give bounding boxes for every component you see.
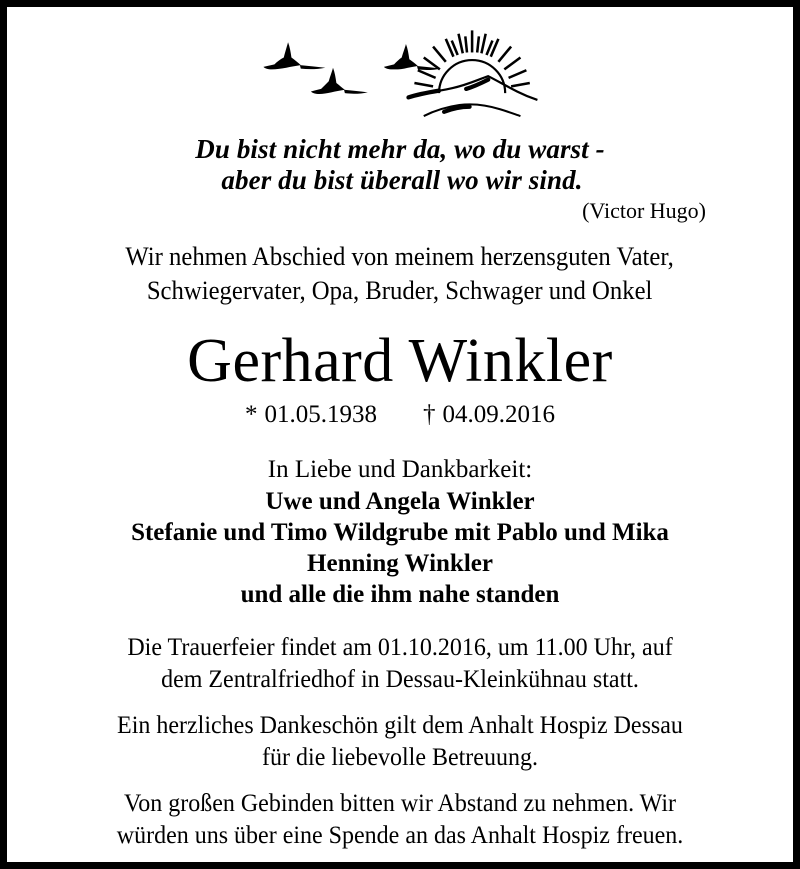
donation-paragraph — [50, 788, 751, 852]
tribute-block — [131, 454, 669, 610]
deceased-name: Gerhard Winkler — [187, 327, 613, 395]
thanks-paragraph — [50, 710, 751, 774]
deceased-dates — [245, 400, 555, 430]
intro-line-1: Wir nehmen Abschied von meinem herzensguten Vater, — [125, 242, 675, 271]
quote-line-1: Du bist nicht mehr da, wo du warst - — [195, 134, 605, 164]
death-date-group — [423, 401, 555, 428]
closing-block — [35, 632, 765, 852]
birds-group — [263, 42, 440, 94]
quote-block — [90, 134, 710, 224]
birth-date: 01.05.1938 — [264, 401, 377, 428]
death-symbol: † — [423, 401, 436, 428]
sun-group — [407, 30, 538, 116]
flying-birds-and-rising-sun-icon — [230, 27, 570, 122]
notice-content — [7, 7, 793, 862]
quote-attribution: (Victor Hugo) — [582, 198, 706, 223]
donation-line-1: Von großen Gebinden bitten wir Abstand zu nehmen. Wir — [123, 790, 677, 817]
thanks-line-2: für die liebevolle Betreuung. — [262, 744, 538, 771]
tribute-lead: In Liebe und Dankbarkeit: — [267, 456, 533, 483]
funeral-line-2: dem Zentralfriedhof in Dessau-Kleinkühnau statt. — [161, 666, 639, 693]
birth-date-group — [245, 401, 377, 428]
family-line: Stefanie und Timo Wildgrube mit Pablo und Mika — [131, 519, 669, 546]
family-line: Uwe und Angela Winkler — [265, 488, 535, 515]
funeral-paragraph — [50, 632, 751, 696]
intro-line-2: Schwiegervater, Opa, Bruder, Schwager und Onkel — [147, 276, 653, 305]
death-date: 04.09.2016 — [442, 401, 555, 428]
funeral-line-1: Die Trauerfeier findet am 01.10.2016, um 11.00 Uhr, auf — [127, 634, 673, 661]
donation-line-2: würden uns über eine Spende an das Anhalt Hospiz freuen. — [116, 822, 684, 849]
birth-symbol: * — [245, 401, 258, 428]
family-line: Henning Winkler — [307, 550, 493, 577]
quote-line-2: aber du bist überall wo wir sind. — [221, 165, 583, 195]
intro-text — [126, 240, 674, 308]
hill-line-lower — [424, 104, 521, 116]
thanks-line-1: Ein herzliches Dankeschön gilt dem Anhalt Hospiz Dessau — [117, 712, 683, 739]
family-line: und alle die ihm nahe standen — [240, 581, 560, 608]
sun-rays — [414, 30, 529, 86]
hill-shade-left — [408, 91, 439, 98]
